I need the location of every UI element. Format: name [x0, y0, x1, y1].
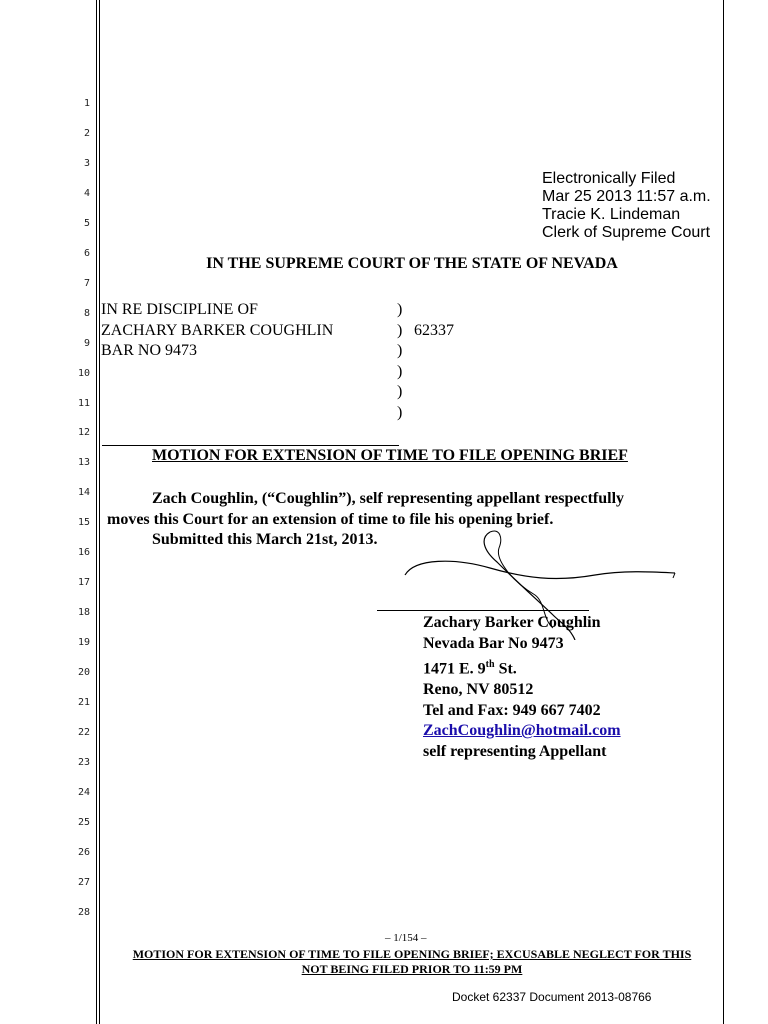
- line-number: 15: [77, 517, 90, 529]
- signer-name: Zachary Barker Coughlin: [423, 614, 601, 631]
- line-number: 2: [83, 127, 90, 139]
- signer-role: self representing Appellant: [423, 743, 607, 761]
- caption-rule: [102, 445, 399, 446]
- case-caption: [101, 300, 333, 362]
- line-number: 25: [77, 816, 90, 828]
- line-number: 13: [77, 457, 90, 469]
- filing-stamp-line: Electronically Filed: [542, 170, 676, 187]
- caption-paren: ): [397, 383, 403, 400]
- line-number: 18: [77, 607, 90, 619]
- docket-stamp: Docket 62337 Document 2013-08766: [452, 990, 652, 1004]
- line-number: 28: [77, 906, 90, 918]
- signature-block: [423, 613, 621, 763]
- line-number: 11: [77, 397, 90, 409]
- line-number: 22: [77, 726, 90, 738]
- signer-phone: Tel and Fax: 949 667 7402: [423, 701, 601, 719]
- caption-line: ZACHARY BARKER COUGHLIN: [101, 321, 334, 339]
- left-margin-line-inner: [99, 0, 100, 1024]
- line-number: 8: [83, 307, 90, 319]
- line-number: 24: [77, 786, 90, 798]
- line-number: 12: [77, 427, 90, 439]
- right-margin-line: [723, 0, 724, 1024]
- caption-paren: ): [397, 342, 403, 359]
- caption-parentheses: [397, 300, 402, 423]
- line-number: 27: [77, 876, 90, 888]
- line-number: 7: [83, 277, 90, 289]
- footer-title-line: NOT BEING FILED PRIOR TO 11:59 PM: [301, 962, 523, 976]
- line-number: 19: [77, 637, 90, 649]
- line-number: 3: [83, 157, 90, 169]
- caption-paren: ): [397, 362, 403, 380]
- line-number: 21: [77, 697, 90, 708]
- filing-stamp-line: Clerk of Supreme Court: [542, 224, 711, 241]
- body-paragraph-line: Zach Coughlin, (“Coughlin”), self representing appellant respectfully: [152, 490, 625, 507]
- filing-stamp: [542, 170, 711, 242]
- line-number: 26: [77, 846, 90, 858]
- signer-email-link[interactable]: ZachCoughlin@hotmail.com: [423, 722, 621, 740]
- signer-city: Reno, NV 80512: [423, 680, 534, 698]
- caption-paren: ): [397, 321, 403, 339]
- line-number: 16: [77, 547, 90, 559]
- line-number: 17: [77, 577, 90, 589]
- signature-line: [377, 610, 589, 611]
- line-number: 10: [77, 367, 90, 379]
- line-number: 5: [83, 217, 90, 229]
- signer-street-address: 1471 E. 9th St.: [423, 658, 517, 677]
- line-number: 6: [83, 247, 90, 259]
- case-number: 62337: [414, 322, 454, 339]
- line-number: 1: [83, 98, 90, 109]
- caption-paren: ): [397, 403, 403, 421]
- caption-paren: ): [397, 301, 403, 318]
- motion-title: MOTION FOR EXTENSION OF TIME TO FILE OPENING BRIEF: [152, 447, 628, 464]
- line-number: 9: [83, 337, 90, 349]
- caption-line: BAR NO 9473: [101, 342, 198, 359]
- page-number: – 1/154 –: [385, 932, 427, 944]
- filing-stamp-line: Mar 25 2013 11:57 a.m.: [542, 188, 711, 205]
- signer-bar-number: Nevada Bar No 9473: [423, 634, 564, 652]
- footer-title-line: MOTION FOR EXTENSION OF TIME TO FILE OPENING BRIEF; EXCUSABLE NEGLECT FOR THIS: [132, 947, 692, 961]
- line-number: 23: [77, 756, 90, 768]
- left-margin-line-outer: [96, 0, 97, 1024]
- caption-line: IN RE DISCIPLINE OF: [101, 301, 258, 318]
- filing-stamp-line: Tracie K. Lindeman: [542, 206, 681, 223]
- line-number: 20: [77, 667, 90, 679]
- line-number: 4: [83, 187, 90, 199]
- court-title: IN THE SUPREME COURT OF THE STATE OF NEVADA: [206, 255, 618, 272]
- body-paragraph-line: moves this Court for an extension of time to file his opening brief.: [107, 511, 554, 528]
- line-number: 14: [77, 487, 90, 499]
- submitted-date: Submitted this March 21st, 2013.: [152, 531, 378, 548]
- footer-title: [100, 947, 724, 977]
